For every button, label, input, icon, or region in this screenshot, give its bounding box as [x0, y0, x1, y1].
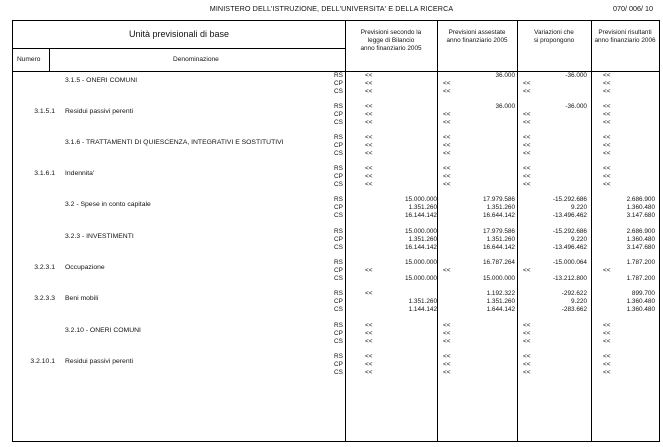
row-codes: [334, 228, 350, 251]
cell-value: 2.686.900: [626, 196, 655, 203]
divider: [49, 48, 50, 72]
cell-value: -13.496.462: [552, 243, 587, 251]
cell-value: <<: [523, 165, 531, 172]
row-code: RS: [334, 196, 343, 203]
cell-value: <<: [523, 134, 531, 141]
cell-value: -36.000: [565, 103, 587, 110]
cell-value: <<: [523, 329, 531, 337]
cell-value: 3.147.680: [626, 243, 655, 251]
cell-value: <<: [523, 87, 531, 95]
cell-value: 17.979.586: [483, 196, 515, 203]
row-values-c3: [523, 165, 587, 188]
row-denomination: Occupazione: [65, 264, 105, 271]
cell-value: <<: [603, 110, 611, 118]
cell-value: 9.220: [571, 203, 587, 211]
cell-value: 2.686.900: [626, 228, 655, 235]
row-values-c4: [603, 103, 655, 126]
cell-value: <<: [365, 172, 373, 180]
row-values-c3: [523, 72, 587, 95]
row-codes: [334, 72, 350, 95]
row-number: 3.2.3.1: [34, 264, 55, 271]
table-row: [13, 196, 659, 226]
column-header-previsioni-risultanti: Previsioni risultanti anno finanziario 2006: [594, 29, 656, 44]
row-values-c1: [365, 228, 437, 251]
cell-value: <<: [443, 134, 451, 141]
cell-value: <<: [443, 165, 451, 172]
cell-value: <<: [365, 118, 373, 126]
row-code: CP: [334, 203, 343, 211]
row-denomination: 3.2 - Spese in conto capitale: [65, 201, 151, 208]
row-values-c2: [443, 228, 515, 251]
table-row: [13, 259, 659, 289]
row-code: CP: [334, 329, 343, 337]
cell-value: <<: [523, 79, 531, 87]
cell-value: -283.662: [561, 305, 587, 313]
cell-value: 1.644.142: [486, 305, 515, 313]
row-code: CS: [334, 211, 343, 219]
row-code: CS: [334, 149, 343, 157]
row-denomination: Residui passivi perenti: [65, 358, 134, 365]
row-codes: [334, 165, 350, 188]
row-values-c4: [603, 353, 655, 376]
cell-value: <<: [443, 322, 451, 329]
cell-value: <<: [443, 329, 451, 337]
column-header-variazioni: Variazioni che si propongono: [533, 29, 575, 44]
cell-value: -292.622: [561, 290, 587, 297]
cell-value: 1.360.480: [626, 203, 655, 211]
row-values-c1: [365, 290, 437, 313]
cell-value: <<: [365, 353, 373, 360]
row-values-c2: [443, 165, 515, 188]
cell-value: 1.351.260: [408, 203, 437, 211]
divider: [13, 48, 345, 49]
row-code: CP: [334, 172, 343, 180]
row-values-c1: [365, 103, 437, 126]
cell-value: <<: [365, 134, 373, 141]
row-codes: [334, 353, 350, 376]
cell-value: <<: [523, 337, 531, 345]
row-code: RS: [334, 228, 343, 235]
row-code: CS: [334, 337, 343, 345]
cell-value: <<: [523, 353, 531, 360]
row-values-c1: [365, 72, 437, 95]
cell-value: <<: [443, 353, 451, 360]
cell-value: <<: [523, 266, 531, 274]
row-values-c4: [603, 165, 655, 188]
cell-value: <<: [443, 79, 451, 87]
cell-value: 3.147.680: [626, 211, 655, 219]
cell-value: <<: [603, 368, 611, 376]
row-codes: [334, 322, 350, 345]
row-code: RS: [334, 353, 343, 360]
row-code: CS: [334, 368, 343, 376]
row-code: CS: [334, 305, 343, 313]
column-header-denominazione: Denominazione: [173, 56, 219, 63]
cell-value: <<: [523, 368, 531, 376]
cell-value: 1.351.260: [486, 297, 515, 305]
cell-value: <<: [603, 165, 611, 172]
cell-value: <<: [365, 290, 373, 297]
cell-value: <<: [443, 118, 451, 126]
cell-value: 15.000.000: [405, 196, 437, 203]
table-row: [13, 134, 659, 164]
row-code: RS: [334, 72, 343, 79]
row-values-c2: [443, 353, 515, 376]
row-denomination: Indennita': [65, 170, 95, 177]
cell-value: <<: [443, 149, 451, 157]
row-values-c2: [443, 103, 515, 126]
cell-value: <<: [443, 172, 451, 180]
cell-value: <<: [365, 368, 373, 376]
cell-value: 16.787.264: [483, 259, 515, 266]
cell-value: <<: [523, 322, 531, 329]
row-values-c3: [523, 228, 587, 251]
budget-table: [12, 20, 660, 442]
row-values-c3: [523, 290, 587, 313]
table-row: [13, 72, 659, 102]
row-values-c3: [523, 103, 587, 126]
cell-value: <<: [365, 72, 373, 79]
cell-value: <<: [523, 141, 531, 149]
cell-value: 9.220: [571, 297, 587, 305]
cell-value: <<: [523, 360, 531, 368]
row-values-c3: [523, 322, 587, 345]
row-code: CP: [334, 110, 343, 118]
cell-value: 17.979.586: [483, 228, 515, 235]
row-denomination: Residui passivi perenti: [65, 108, 134, 115]
cell-value: 9.220: [571, 235, 587, 243]
row-values-c4: [603, 259, 655, 282]
cell-value: <<: [603, 87, 611, 95]
cell-value: <<: [443, 180, 451, 188]
cell-value: 1.351.260: [408, 235, 437, 243]
cell-value: <<: [603, 79, 611, 87]
row-denomination: 3.2.3 - INVESTIMENTI: [65, 233, 134, 240]
cell-value: <<: [603, 72, 611, 79]
cell-value: <<: [365, 103, 373, 110]
table-row: [13, 290, 659, 320]
cell-value: <<: [365, 360, 373, 368]
row-code: RS: [334, 165, 343, 172]
cell-value: 15.000.000: [405, 228, 437, 235]
row-values-c1: [365, 353, 437, 376]
row-values-c3: [523, 353, 587, 376]
cell-value: 899.700: [631, 290, 655, 297]
row-values-c1: [365, 322, 437, 345]
table-row: [13, 103, 659, 133]
row-number: 3.1.6.1: [34, 170, 55, 177]
row-code: CS: [334, 118, 343, 126]
row-code: CS: [334, 243, 343, 251]
cell-value: <<: [603, 353, 611, 360]
cell-value: 1.787.200: [626, 274, 655, 282]
row-code: CP: [334, 266, 343, 274]
document-header-title: MINISTERO DELL'ISTRUZIONE, DELL'UNIVERSITA' E DELLA RICERCA: [209, 4, 454, 13]
cell-value: <<: [603, 103, 611, 110]
row-values-c4: [603, 72, 655, 95]
cell-value: -15.292.686: [552, 228, 587, 235]
row-values-c2: [443, 322, 515, 345]
row-code: CS: [334, 87, 343, 95]
cell-value: <<: [603, 322, 611, 329]
cell-value: 1.787.200: [626, 259, 655, 266]
cell-value: <<: [365, 337, 373, 345]
cell-value: -15.292.686: [552, 196, 587, 203]
row-codes: [334, 259, 350, 282]
cell-value: <<: [523, 172, 531, 180]
cell-value: 1.360.480: [626, 235, 655, 243]
row-codes: [334, 196, 350, 219]
cell-value: 1.192.322: [486, 290, 515, 297]
cell-value: 36.000: [495, 103, 515, 110]
cell-value: <<: [603, 172, 611, 180]
row-values-c3: [523, 134, 587, 157]
cell-value: <<: [443, 110, 451, 118]
row-values-c1: [365, 134, 437, 157]
row-code: RS: [334, 103, 343, 110]
row-codes: [334, 103, 350, 126]
row-codes: [334, 290, 350, 313]
row-code: CP: [334, 79, 343, 87]
row-values-c4: [603, 290, 655, 313]
cell-value: <<: [365, 322, 373, 329]
cell-value: <<: [603, 149, 611, 157]
cell-value: <<: [443, 141, 451, 149]
cell-value: 36.000: [495, 72, 515, 79]
row-values-c2: [443, 134, 515, 157]
row-code: CP: [334, 235, 343, 243]
table-row: [13, 322, 659, 352]
cell-value: <<: [365, 110, 373, 118]
cell-value: -13.496.462: [552, 211, 587, 219]
cell-value: 1.351.260: [408, 297, 437, 305]
cell-value: 16.144.142: [405, 211, 437, 219]
row-number: 3.2.10.1: [30, 358, 55, 365]
row-code: CS: [334, 180, 343, 188]
row-code: RS: [334, 322, 343, 329]
row-number: 3.1.5.1: [34, 108, 55, 115]
cell-value: <<: [603, 337, 611, 345]
cell-value: <<: [443, 337, 451, 345]
cell-value: 15.000.000: [405, 259, 437, 266]
row-code: CS: [334, 274, 343, 282]
cell-value: <<: [365, 79, 373, 87]
cell-value: <<: [523, 149, 531, 157]
cell-value: -13.212.800: [552, 274, 587, 282]
cell-value: <<: [365, 87, 373, 95]
row-code: RS: [334, 290, 343, 297]
cell-value: 15.000.000: [405, 274, 437, 282]
row-denomination: Beni mobili: [65, 295, 99, 302]
page-code: 070/ 006/ 10: [613, 4, 653, 13]
cell-value: <<: [603, 360, 611, 368]
cell-value: 1.351.260: [486, 235, 515, 243]
row-values-c4: [603, 196, 655, 219]
row-denomination: 3.1.5 - ONERI COMUNI: [65, 77, 138, 84]
row-values-c1: [365, 259, 437, 282]
cell-value: <<: [603, 266, 611, 274]
row-values-c3: [523, 196, 587, 219]
cell-value: <<: [603, 134, 611, 141]
cell-value: <<: [443, 360, 451, 368]
cell-value: <<: [523, 118, 531, 126]
row-values-c2: [443, 290, 515, 313]
row-code: CP: [334, 360, 343, 368]
row-code: CP: [334, 297, 343, 305]
row-code: RS: [334, 134, 343, 141]
cell-value: <<: [365, 141, 373, 149]
row-values-c4: [603, 228, 655, 251]
cell-value: 16.644.142: [483, 211, 515, 219]
row-values-c2: [443, 72, 515, 95]
cell-value: <<: [365, 165, 373, 172]
column-header-numero: Numero: [17, 56, 41, 63]
row-values-c2: [443, 196, 515, 219]
cell-value: <<: [443, 368, 451, 376]
cell-value: <<: [365, 266, 373, 274]
row-code: CP: [334, 141, 343, 149]
row-number: 3.2.3.3: [34, 295, 55, 302]
row-values-c1: [365, 165, 437, 188]
table-row: [13, 353, 659, 383]
cell-value: <<: [603, 329, 611, 337]
cell-value: <<: [603, 141, 611, 149]
column-header-previsioni-bilancio: Previsioni secondo la legge di Bilancio anno finanziario 2005: [360, 29, 422, 52]
row-denomination: 3.1.6 - TRATTAMENTI DI QUIESCENZA, INTEGRATIVI E SOSTITUTIVI: [65, 139, 284, 146]
row-codes: [334, 134, 350, 157]
cell-value: 16.144.142: [405, 243, 437, 251]
cell-value: <<: [523, 110, 531, 118]
cell-value: <<: [365, 329, 373, 337]
cell-value: <<: [365, 149, 373, 157]
cell-value: 1.360.480: [626, 297, 655, 305]
cell-value: <<: [523, 180, 531, 188]
cell-value: 1.351.260: [486, 203, 515, 211]
cell-value: <<: [603, 118, 611, 126]
cell-value: 1.360.480: [626, 305, 655, 313]
row-code: RS: [334, 259, 343, 266]
table-row: [13, 228, 659, 258]
row-values-c2: [443, 259, 515, 282]
cell-value: <<: [443, 87, 451, 95]
cell-value: <<: [603, 180, 611, 188]
row-values-c3: [523, 259, 587, 282]
table-title: Unità previsionali di base: [128, 29, 230, 39]
cell-value: -15.000.064: [552, 259, 587, 266]
row-values-c4: [603, 322, 655, 345]
cell-value: <<: [365, 180, 373, 188]
cell-value: 16.644.142: [483, 243, 515, 251]
cell-value: 15.000.000: [483, 274, 515, 282]
column-header-previsioni-assestate: Previsioni assestate anno finanziario 2005: [446, 29, 508, 44]
cell-value: -36.000: [565, 72, 587, 79]
cell-value: <<: [443, 266, 451, 274]
cell-value: 1.144.142: [408, 305, 437, 313]
table-row: [13, 165, 659, 195]
row-denomination: 3.2.10 - ONERI COMUNI: [65, 327, 141, 334]
row-values-c1: [365, 196, 437, 219]
row-values-c4: [603, 134, 655, 157]
